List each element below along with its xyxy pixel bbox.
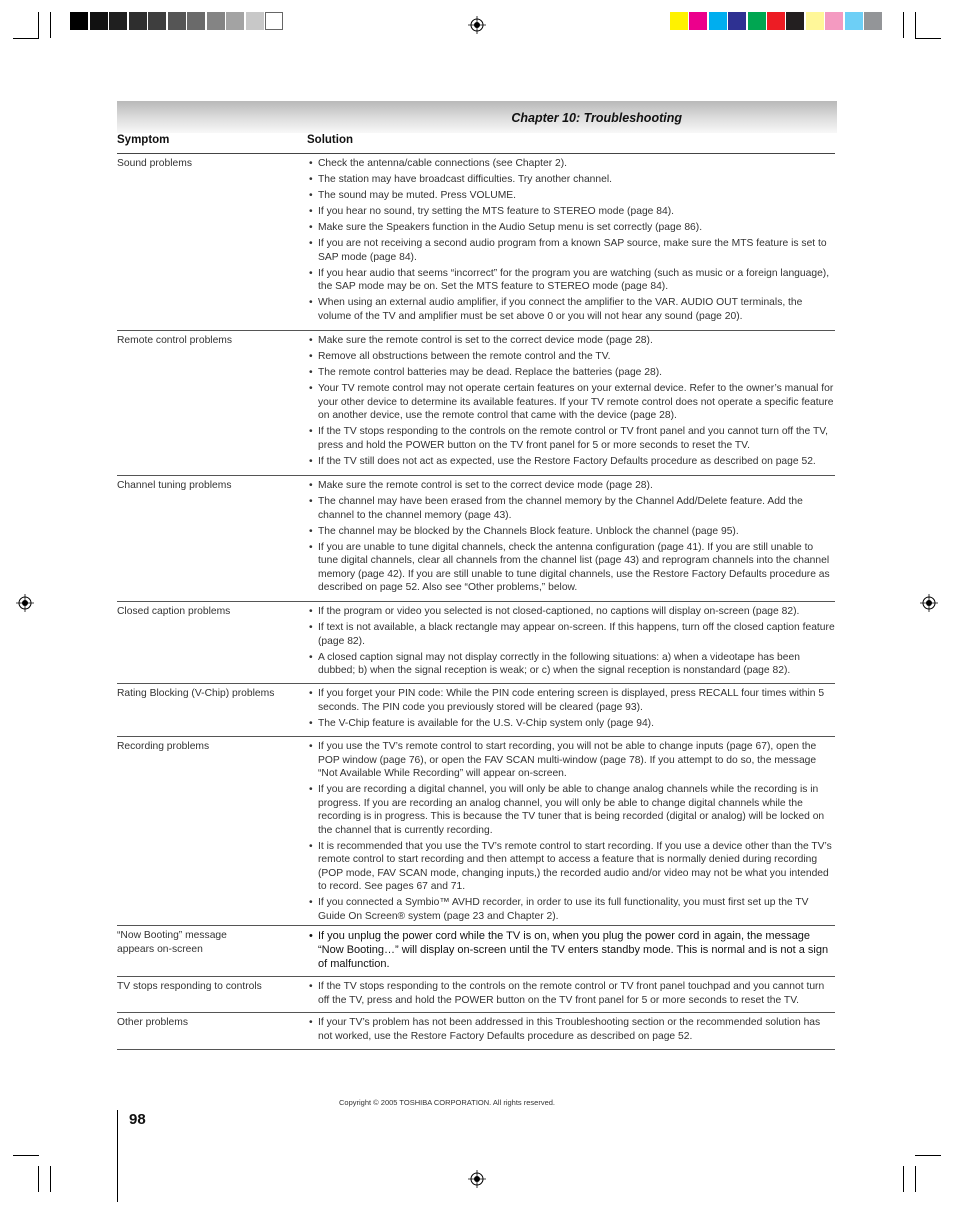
solution-list [309,334,835,468]
page-number: 98 [129,1111,146,1128]
grayscale-swatch [148,12,166,30]
solution-cell [309,479,835,595]
list-item: • If you forget your PIN code: While the PIN code entering screen is displayed, press RECALL four times within 5 seconds. The PIN code you previously stored will be cleared (page 93). [309,687,835,714]
list-item: • The remote control batteries may be dead. Replace the batteries (page 28). [309,366,835,380]
solution-cell [309,605,835,678]
grayscale-swatch [70,12,88,30]
solution-list [309,479,835,595]
list-item: • The sound may be muted. Press VOLUME. [309,189,835,203]
symptom-cell: Channel tuning problems [117,480,232,491]
list-item: • If you connected a Symbio™ AVHD recorder, in order to use its full functionality, you must first set up the TV Guide On Screen® system (page 23 and Chapter 2). [309,896,835,923]
crop-mark [903,1166,904,1192]
table-row [117,684,835,737]
crop-mark [915,12,916,38]
crop-mark [50,12,51,38]
color-swatch [670,12,688,30]
list-item: • If you unplug the power cord while the TV is on, when you plug the power cord in again, the message “Now Booting…” will display on-screen until the TV enters standby mode. This is normal and is not a sign of malfunction. [309,929,835,971]
list-item: • Your TV remote control may not operate certain features on your external device. Refer to the owner’s manual for your other device to determine its available features. If your TV remote control does not operate a specific feature on another device, use the remote control that came with the device (page 28). [309,382,835,423]
grayscale-swatch [226,12,244,30]
list-item: • If you are recording a digital channel, you will only be able to change analog channels while the recording is in progress. If you are recording an analog channel, you will only be able to change digital channels while the recording is in progress. This is because the TV tuner that is being recorded (digital or analog) will be locked on the channel that is currently recording. [309,783,835,837]
list-item: • If the TV stops responding to the controls on the remote control or TV front panel and you cannot turn off the TV, press and hold the POWER button on the TV front panel for 5 or more seconds to reset the TV. [309,425,835,452]
solution-list [309,157,835,323]
list-item: • The station may have broadcast difficulties. Try another channel. [309,173,835,187]
table-row [117,926,835,977]
solution-list [309,1016,835,1043]
chapter-title: Chapter 10: Troubleshooting [511,111,682,125]
color-swatch [689,12,707,30]
list-item: • If your TV’s problem has not been addressed in this Troubleshooting section or the recommended solution has not worked, use the Restore Factory Defaults procedure as described on page 52. [309,1016,835,1043]
list-item: • If you hear no sound, try setting the MTS feature to STEREO mode (page 84). [309,205,835,219]
crop-mark [38,1166,39,1192]
color-swatch [709,12,727,30]
table-row [117,154,835,331]
table-row [117,476,835,602]
list-item: • If the program or video you selected is not closed-captioned, no captions will display on-screen (page 82). [309,605,835,619]
grayscale-swatch [265,12,283,30]
list-item: • If you are not receiving a second audio program from a known SAP source, make sure the MTS feature is set to SAP mode (page 84). [309,237,835,264]
list-item: • Make sure the remote control is set to the correct device mode (page 28). [309,334,835,348]
grayscale-swatch [207,12,225,30]
solution-list [309,980,835,1007]
color-swatch [748,12,766,30]
symptom-column-header: Symptom [117,134,170,146]
grayscale-swatch [246,12,264,30]
registration-mark-icon [920,594,938,612]
symptom-cell: TV stops responding to controls [117,981,262,992]
symptom-cell: Closed caption problems [117,606,231,617]
chapter-header-band [117,101,837,133]
solution-cell [309,1016,835,1043]
solution-cell [309,157,835,323]
table-row [117,602,835,684]
list-item: • Check the antenna/cable connections (see Chapter 2). [309,157,835,171]
color-swatch [767,12,785,30]
solution-list [309,687,835,730]
symptom-cell: Recording problems [117,741,210,752]
list-item: • Remove all obstructions between the remote control and the TV. [309,350,835,364]
solution-cell [309,687,835,730]
registration-mark-icon [16,594,34,612]
table-row [117,1013,835,1050]
solution-list [309,605,835,678]
solution-cell [309,740,835,923]
crop-mark [915,1166,916,1192]
color-swatch [845,12,863,30]
symptom-cell: “Now Booting” message appears on-screen [117,930,227,955]
color-swatch [786,12,804,30]
table-row [117,331,835,476]
list-item: • It is recommended that you use the TV’s remote control to start recording. If you use a device other than the TV’s remote control to start recording and then attempt to access a feature that is normally denied during recording (POP mode, FAV SCAN mode, changing inputs,) the recorded audio and/or video may not be what you intended to record. See pages 67 and 71. [309,840,835,894]
grayscale-swatch [90,12,108,30]
grayscale-swatch [168,12,186,30]
list-item: • The channel may have been erased from the channel memory by the Channel Add/Delete feature. Add the channel to the channel memory (page 43). [309,495,835,522]
symptom-cell: Sound problems [117,158,192,169]
solution-cell [309,929,835,971]
solution-cell [309,980,835,1007]
list-item: • If the TV still does not act as expected, use the Restore Factory Defaults procedure as described on page 52. [309,455,835,469]
crop-mark [50,1166,51,1192]
list-item: • The channel may be blocked by the Channels Block feature. Unblock the channel (page 95). [309,525,835,539]
color-swatch [728,12,746,30]
list-item: • If the TV stops responding to the controls on the remote control or TV front panel touchpad and you cannot turn off the TV, press and hold the POWER button on the TV front panel for 5 or more seconds to reset the TV. [309,980,835,1007]
troubleshooting-table [117,154,835,1050]
crop-mark [915,1155,941,1156]
crop-mark [13,38,39,39]
table-row [117,977,835,1013]
list-item: • If you are unable to tune digital channels, check the antenna configuration (page 41). If you are still unable to tune digital channels, clear all channels from the channel list (page 43) and reprogram channels into the channel memory (page 42). If you are still unable to tune digital channels, use the Restore Factory Defaults procedure as described on page 52. Also see “Other problems,” below. [309,541,835,595]
symptom-cell: Other problems [117,1017,188,1028]
list-item: • A closed caption signal may not display correctly in the following situations: a) when a videotape has been dubbed; b) when the signal reception is weak; or c) when the signal reception is nonstandard (page 82). [309,651,835,678]
grayscale-swatch [187,12,205,30]
crop-mark [13,1155,39,1156]
solution-list [309,929,835,971]
grayscale-swatch [109,12,127,30]
list-item: • If you hear audio that seems “incorrect” for the program you are watching (such as music or a foreign language), the SAP mode may be on. Set the MTS feature to STEREO mode (page 84). [309,267,835,294]
list-item: • Make sure the Speakers function in the Audio Setup menu is set correctly (page 86). [309,221,835,235]
solution-list [309,740,835,923]
color-swatch [864,12,882,30]
list-item: • If text is not available, a black rectangle may appear on-screen. If this happens, turn off the closed caption feature (page 82). [309,621,835,648]
color-swatch [806,12,824,30]
crop-mark [915,38,941,39]
symptom-cell: Remote control problems [117,335,233,346]
color-swatch [825,12,843,30]
copyright-notice: Copyright © 2005 TOSHIBA CORPORATION. All rights reserved. [339,1098,556,1107]
solution-cell [309,334,835,468]
registration-mark-icon [468,1170,486,1188]
solution-column-header: Solution [307,134,353,146]
list-item: • The V-Chip feature is available for the U.S. V-Chip system only (page 94). [309,717,835,731]
crop-mark [38,12,39,38]
registration-mark-icon [468,16,486,34]
list-item: • If you use the TV’s remote control to start recording, you will not be able to change inputs (page 67), open the POP window (page 76), or open the FAV SCAN multi-window (page 78). If you attempt to do so, the message “Not Available While Recording” will appear on-screen. [309,740,835,781]
symptom-cell: Rating Blocking (V-Chip) problems [117,688,275,699]
page-margin-rule [117,1110,118,1202]
grayscale-swatch [129,12,147,30]
crop-mark [903,12,904,38]
table-row [117,737,835,926]
list-item: • Make sure the remote control is set to the correct device mode (page 28). [309,479,835,493]
list-item: • When using an external audio amplifier, if you connect the amplifier to the VAR. AUDIO OUT terminals, the volume of the TV and amplifier must be set above 0 or you will not hear any sound (page 20). [309,296,835,323]
